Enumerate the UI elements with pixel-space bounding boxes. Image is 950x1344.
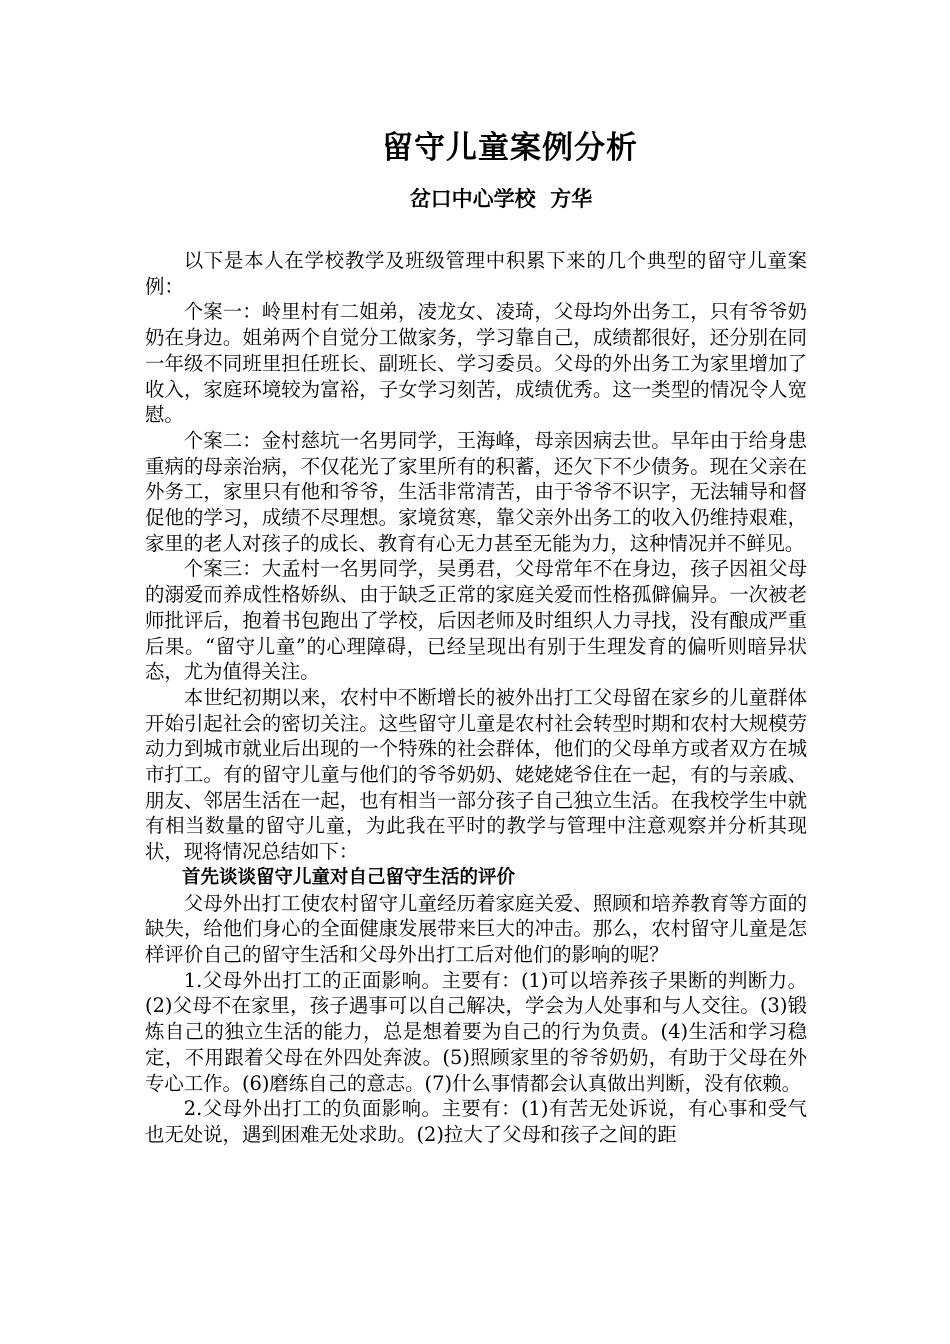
case-three-paragraph: 个案三：大孟村一名男同学，吴勇君，父母常年不在身边，孩子因祖父母的溺爱而养成性格娇纵、由于缺乏正常的家庭关爱而性格孤僻偏异。一次被老师批评后，抱着书包跑出了学校，后因老师及时组织人力寻找，没有酿成严重后果。“留守儿童”的心理障碍，已经呈现出有别于生理发育的偏听则暗异状态，尤为值得关注。 xyxy=(145,557,807,684)
case-two-paragraph: 个案二：金村慈坑一名男同学，王海峰，母亲因病去世。早年由于给身患重病的母亲治病，不仅花光了家里所有的积蓄，还欠下不少债务。现在父亲在外务工，家里只有他和爷爷，生活非常清苦，由于爷爷不识字，无法辅导和督促他的学习，成绩不尽理想。家境贫寒，靠父亲外出务工的收入仍维持艰难，家里的老人对孩子的成长、教育有心无力甚至无能为力，这种情况并不鲜见。 xyxy=(145,428,807,555)
background-paragraph: 本世纪初期以来，农村中不断增长的被外出打工父母留在家乡的儿童群体开始引起社会的密切关注。这些留守儿童是农村社会转型时期和农村大规模劳动力到城市就业后出现的一个特殊的社会群体，他们的父母单方或者双方在城市打工。有的留守儿童与他们的爷爷奶奶、姥姥姥爷住在一起，有的与亲戚、朋友、邻居生活在一起，也有相当一部分孩子自己独立生活。在我校学生中就有相当数量的留守儿童，为此我在平时的教学与管理中注意观察并分析其现状，现将情况总结如下： xyxy=(145,685,807,864)
document-author: 岔口中心学校 方华 xyxy=(409,187,593,211)
case-one-paragraph: 个案一：岭里村有二姐弟，凌龙女、凌琦，父母均外出务工，只有爷爷奶奶在身边。姐弟两个自觉分工做家务，学习靠自己，成绩都很好，还分别在同一年级不同班里担任班长、副班长、学习委员。父母的外出务工为家里增加了收入，家庭环境较为富裕，子女学习刻苦，成绩优秀。这一类型的情况令人宽慰。 xyxy=(145,300,807,427)
document-body xyxy=(145,248,807,1148)
negative-effects-paragraph: 2.父母外出打工的负面影响。主要有：(1)有苦无处诉说，有心事和受气也无处说，遇到困难无处求助。(2)拉大了父母和孩子之间的距 xyxy=(145,1097,807,1146)
intro-paragraph: 以下是本人在学校教学及班级管理中积累下来的几个典型的留守儿童案例： xyxy=(145,249,807,298)
document-title: 留守儿童案例分析 xyxy=(382,130,638,166)
section-heading: 首先谈谈留守儿童对自己留守生活的评价 xyxy=(182,866,516,888)
section-intro-paragraph: 父母外出打工使农村留守儿童经历着家庭关爱、照顾和培养教育等方面的缺失，给他们身心的全面健康发展带来巨大的冲击。那么，农村留守儿童是怎样评价自己的留守生活和父母外出打工后对他们的影响的呢？ xyxy=(145,891,807,966)
positive-effects-paragraph: 1.父母外出打工的正面影响。主要有：(1)可以培养孩子果断的判断力。(2)父母不在家里，孩子遇事可以自己解决，学会为人处事和与人交往。(3)锻炼自己的独立生活的能力，总是想着要为自己的行为负责。(4)生活和学习稳定，不用跟着父母在外四处奔波。(5)照顾家里的爷爷奶奶，有助于父母在外专心工作。(6)磨练自己的意志。(7)什么事情都会认真做出判断，没有依赖。 xyxy=(145,968,807,1095)
